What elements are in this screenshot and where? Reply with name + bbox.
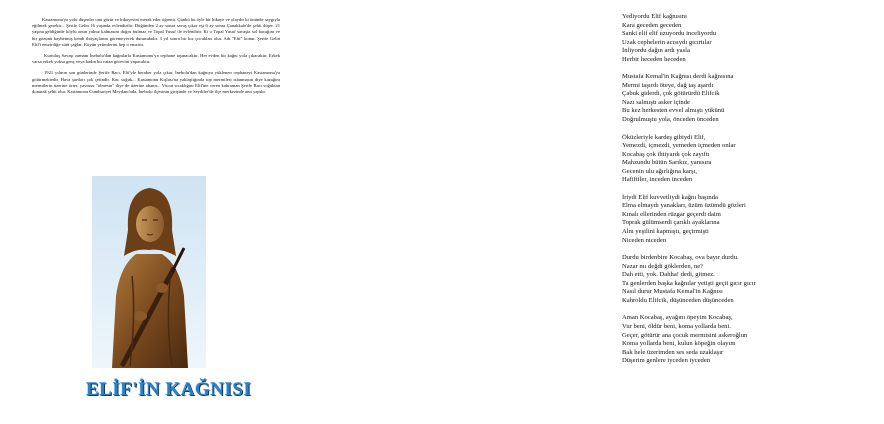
poem-line: Yemezdi, içmezdi, yemeden içmeden onlar bbox=[622, 142, 736, 150]
poem-line: Ta genlerden başka kağnılar yetişti geçti gıcır gıcır bbox=[622, 279, 756, 287]
story-paragraph-3: 1921 yılının son günlerinde Şerife Bacı, Elif'yle beraber yola çıkar. İnebolu'dan kağnıya yüklenen cephaneyi Kastamonu'ya götürmektedir. Hava şartları çok çetindir. Kar, soğuk... Kastamonu Kışlası'na yaklaştığında top mermileri ıslanmasın diye kazağını mermilerin üzerine örter, yavrusu "ölmesin" diye de üzerine abanır... Vücut sıcaklığını Elif'ine veren kahraman Şerife Bacı soğuktan donarak şehit olur. Kastamonu Cumhuriyet Meydanı'nda, İnebolu ilçesinin girişinde ve Seydiler'de ilçe merkezinde anıt yapılır. bbox=[32, 70, 280, 95]
poem-line: Mustafa Kemal'in Kağnısı derdi kağnısına bbox=[622, 73, 734, 81]
poem-line: İnliyordu dağın ardı yasla bbox=[622, 47, 690, 55]
left-page bbox=[0, 0, 300, 424]
poem-line: Çabuk giderdi, çok götürürdü Elifcik bbox=[622, 90, 720, 98]
poem-line: Doğrulmuştu yola, önceden önceden bbox=[622, 116, 719, 124]
poem-line: Yediyordu Elif kağnısını bbox=[622, 13, 687, 20]
poem-stanza bbox=[622, 314, 884, 365]
statue-illustration bbox=[92, 176, 206, 368]
poem-line: Mahzundu bütün Sarıkız, yanısıra bbox=[622, 159, 712, 167]
poem-line: Sanki elif elif uzuyordu inceliyordu bbox=[622, 30, 717, 38]
poem-line: Geçer, götürür ana çocuk mermisini askeroğlun bbox=[622, 331, 748, 339]
poem-line: Bak hele üzerimden ses seda uzaklaşır bbox=[622, 348, 724, 356]
poem-line: Dah etti, yok. Dahha! dedi, gitmez. bbox=[622, 271, 715, 279]
right-page bbox=[300, 0, 756, 424]
poem-line: Toprak gülümserdi çarıklı ayaklarına bbox=[622, 219, 720, 227]
poem-line: Koma yollarda beni, kulun köpeğin olayım bbox=[622, 340, 736, 348]
page-title: ELİF'İN KAĞNISI bbox=[86, 379, 252, 400]
poem bbox=[622, 13, 884, 375]
poem-line: Nazar mı değdi göklerden, ne? bbox=[622, 262, 704, 270]
poem-stanza bbox=[622, 13, 884, 64]
poem-line: Alnı yeşilini kapmıştı, geçirmişti bbox=[622, 228, 709, 236]
poem-stanza bbox=[622, 254, 884, 305]
poem-line: Nasıl durur Mustafa Kemal'in Kağnısı bbox=[622, 288, 723, 296]
poem-line: Bu kez herkesten evvel almıştı yükünü bbox=[622, 107, 725, 115]
poem-stanza bbox=[622, 194, 884, 245]
story-paragraph-1: Kastamonu'ya yolu düşenler onu görür ve hikayesini merak eder öğrenir. Çünkü bu öyle bir hikaye ve olaydır ki önünde saygıyla eğilmek gerekir... Şerife Gelin 16 yaşında evlendirilir. Düğünden 2 ay sonra savaş çıkar eşi 6 ay sonra Çanakkale'de şehit düşer. 21 yaşına geldiğinde köylü onun yalnız kalmasını doğru bulmaz ve Topal Yusuf ile evlendirir. Ki o Topal Yusuf savaşta sol bacağını ve bir gözünü kaybetmiş kendi ihtiyaçlarını göremeyecek durumdadır. 3 yıl sonra bir kız çocukları olur. Adı "Elif" konur. Şerife Gelin Elif'i emzirdiğe sütü çağlar. Köyün yetimlerini hep o emzirir. bbox=[32, 17, 280, 47]
poem-line: Nazı salmıştı asker içinde bbox=[622, 98, 690, 106]
poem-line: Herbir heceden heceden bbox=[622, 55, 686, 63]
statue-photo bbox=[92, 176, 206, 368]
poem-line: Durdu birdenbire Kocabaş, ova bayır durdu. bbox=[622, 254, 739, 262]
poem-line: Gecenin ulu ağırlığına karşı, bbox=[622, 167, 698, 175]
poem-line: Vur beni, öldür beni, koma yollarda beni. bbox=[622, 322, 731, 330]
poem-line: Kahroldu Elifcik, düşünceden düşünceden bbox=[622, 296, 734, 304]
poem-line: Elma elmaydı yanakları, üzüm üzümdü gözleri bbox=[622, 202, 746, 210]
poem-line: Aman Kocabaş, ayağını öpeyim Kocabaş, bbox=[622, 314, 733, 322]
poem-line: Kınalı ellerinden rüzgar geçerdi daim bbox=[622, 210, 721, 218]
poem-line: Mermi taşırdı öteye, dağ taş aşardı bbox=[622, 81, 714, 89]
poem-line: İriydi Elif kuvvetliydi kağnı başında bbox=[622, 193, 718, 201]
poem-line: Kara geceden geceden bbox=[622, 21, 682, 29]
poem-stanza bbox=[622, 134, 884, 185]
story-paragraph-2: Kurtuluş Savaşı zamanı İnebolu'dan kağnılarla Kastamonu'ya cephane taşınacaktır. Her evden bir kağnı yola çıkacaktır. Erkek varsa erkek yoksa genç veya kadın bu vatan görevini yapacaktır. bbox=[32, 53, 280, 65]
story-text bbox=[32, 17, 280, 100]
poem-line: Hafifti̇ler, inceden inceden bbox=[622, 176, 693, 184]
poem-line: Uzak cephelerin acısıydı gıcırtılar bbox=[622, 38, 712, 46]
poem-line: Düşerim genlere iyceden iyceden bbox=[622, 357, 711, 365]
poem-line: Kocabaş çok ihtiyardı çok zayıftı bbox=[622, 150, 710, 158]
poem-stanza bbox=[622, 73, 884, 124]
poem-line: Öküzleriyle kardeş gibiydi Elif, bbox=[622, 133, 706, 141]
poem-line: Niceden niceden bbox=[622, 236, 667, 244]
